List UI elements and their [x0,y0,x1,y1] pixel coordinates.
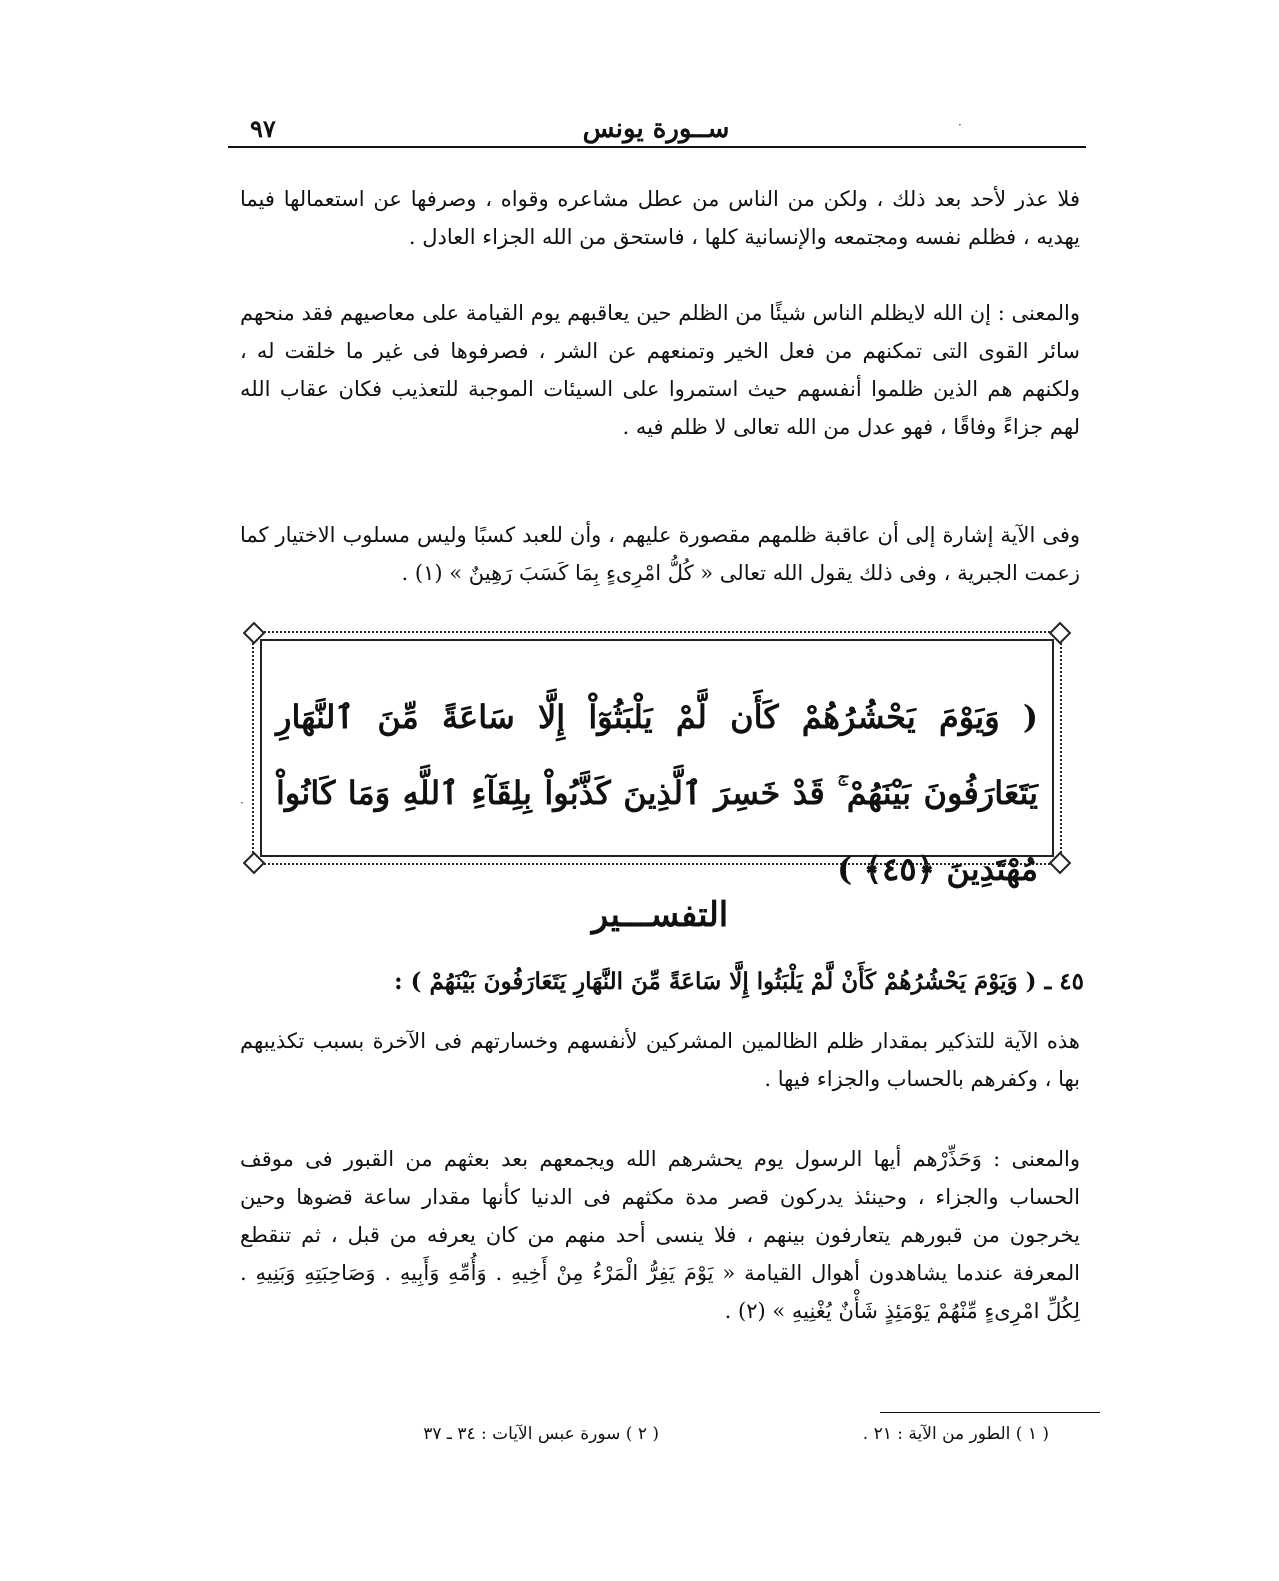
paragraph-2: والمعنى : إن الله لايظلم الناس شيئًا من الظلم حين يعاقبهم يوم القيامة على معاصيهم فقد منحهم سائر القوى التى تمكنهم من فعل الخير وتمنعهم عن الشر ، فصرفوها فى غير ما خلقت له ، ولكنهم هم الذين ظلموا أنفسهم حيث استمروا على السيئات الموجبة للتعذيب فكان عقاب الله لهم جزاءً وفاقًا ، فهو عدل من الله تعالى لا ظلم فيه . [240,301,1080,439]
paragraph-3: وفى الآية إشارة إلى أن عاقبة ظلمهم مقصورة عليهم ، وأن للعبد كسبًا وليس مسلوب الاختيار كما زعمت الجبرية ، وفى ذلك يقول الله تعالى « كُلُّ امْرِىءٍ بِمَا كَسَبَ رَهِينٌ » (١) . [240,523,1080,585]
footnote-1: ( ١ ) الطور من الآية : ٢١ . [862,1424,1049,1444]
scan-speck: · [958,118,962,132]
footnote-2: ( ٢ ) سورة عبس الآيات : ٣٤ ـ ٣٧ [423,1424,659,1444]
scan-speck: · [240,796,244,810]
section-heading: التفســـير [591,895,729,935]
verse-frame [252,631,1062,888]
paragraph-4: هذه الآية للتذكير بمقدار ظلم الظالمين المشركين لأنفسهم وخسارتهم فى الآخرة بسبب تكذيبهم بها ، وكفرهم بالحساب والجزاء فيها . [240,1029,1080,1091]
paragraph-5: والمعنى : وَحَذِّرْهم أيها الرسول يوم يحشرهم الله ويجمعهم بعد بعثهم من القبور فى موقف الحساب والجزاء ، وحينئذ يدركون قصر مدة مكثهم فى الدنيا كأنها مقدار ساعة قضوها وحين يخرجون من قبورهم يتعارفون بينهم ، فلا ينسى أحد منهم من كان يعرفه من قبل ، ثم تنقطع المعرفة عندما يشاهدون أهوال القيامة « يَوْمَ يَفِرُّ الْمَرْءُ مِنْ أَخِيهِ . وَأُمِّهِ وَأَبِيهِ . وَصَاحِبَتِهِ وَبَنِيهِ . لِكُلِّ امْرِىءٍ مِّنْهُمْ يَوْمَئِذٍ شَأْنٌ يُغْنِيهِ » (٢) . [240,1147,1080,1323]
paragraph-1: فلا عذر لأحد بعد ذلك ، ولكن من الناس من عطل مشاعره وقواه ، وصرفها عن استعمالها فيما يهديه ، فظلم نفسه ومجتمعه والإنسانية كلها ، فاستحق من الله الجزاء العادل . [240,187,1080,249]
chapter-title: ســورة يونس [582,114,730,144]
verse-reference: ٤٥ ـ ( وَيَوْمَ يَحْشُرُهُمْ كَأَنْ لَّمْ يَلْبَثُوا إِلَّا سَاعَةً مِّنَ النَّهَارِ يَتَعَارَفُونَ بَيْنَهُمْ ) : [394,968,1084,995]
page-header [228,108,1084,148]
footnote-divider [880,1412,1100,1413]
header-divider [228,146,1086,148]
page-number: ٩٧ [250,114,276,143]
quran-verse: ( وَيَوْمَ يَحْشُرُهُمْ كَأَن لَّمْ يَلْبَثُوٓاْ إِلَّا سَاعَةً مِّنَ ٱلنَّهَارِ يَتَعَارَفُونَ بَيْنَهُمْ ۚ قَدْ خَسِرَ ٱلَّذِينَ كَذَّبُواْ بِلِقَآءِ ٱللَّهِ وَمَا كَانُواْ مُهْتَدِينَ ﴿٤٥﴾ ) [276,698,1039,888]
